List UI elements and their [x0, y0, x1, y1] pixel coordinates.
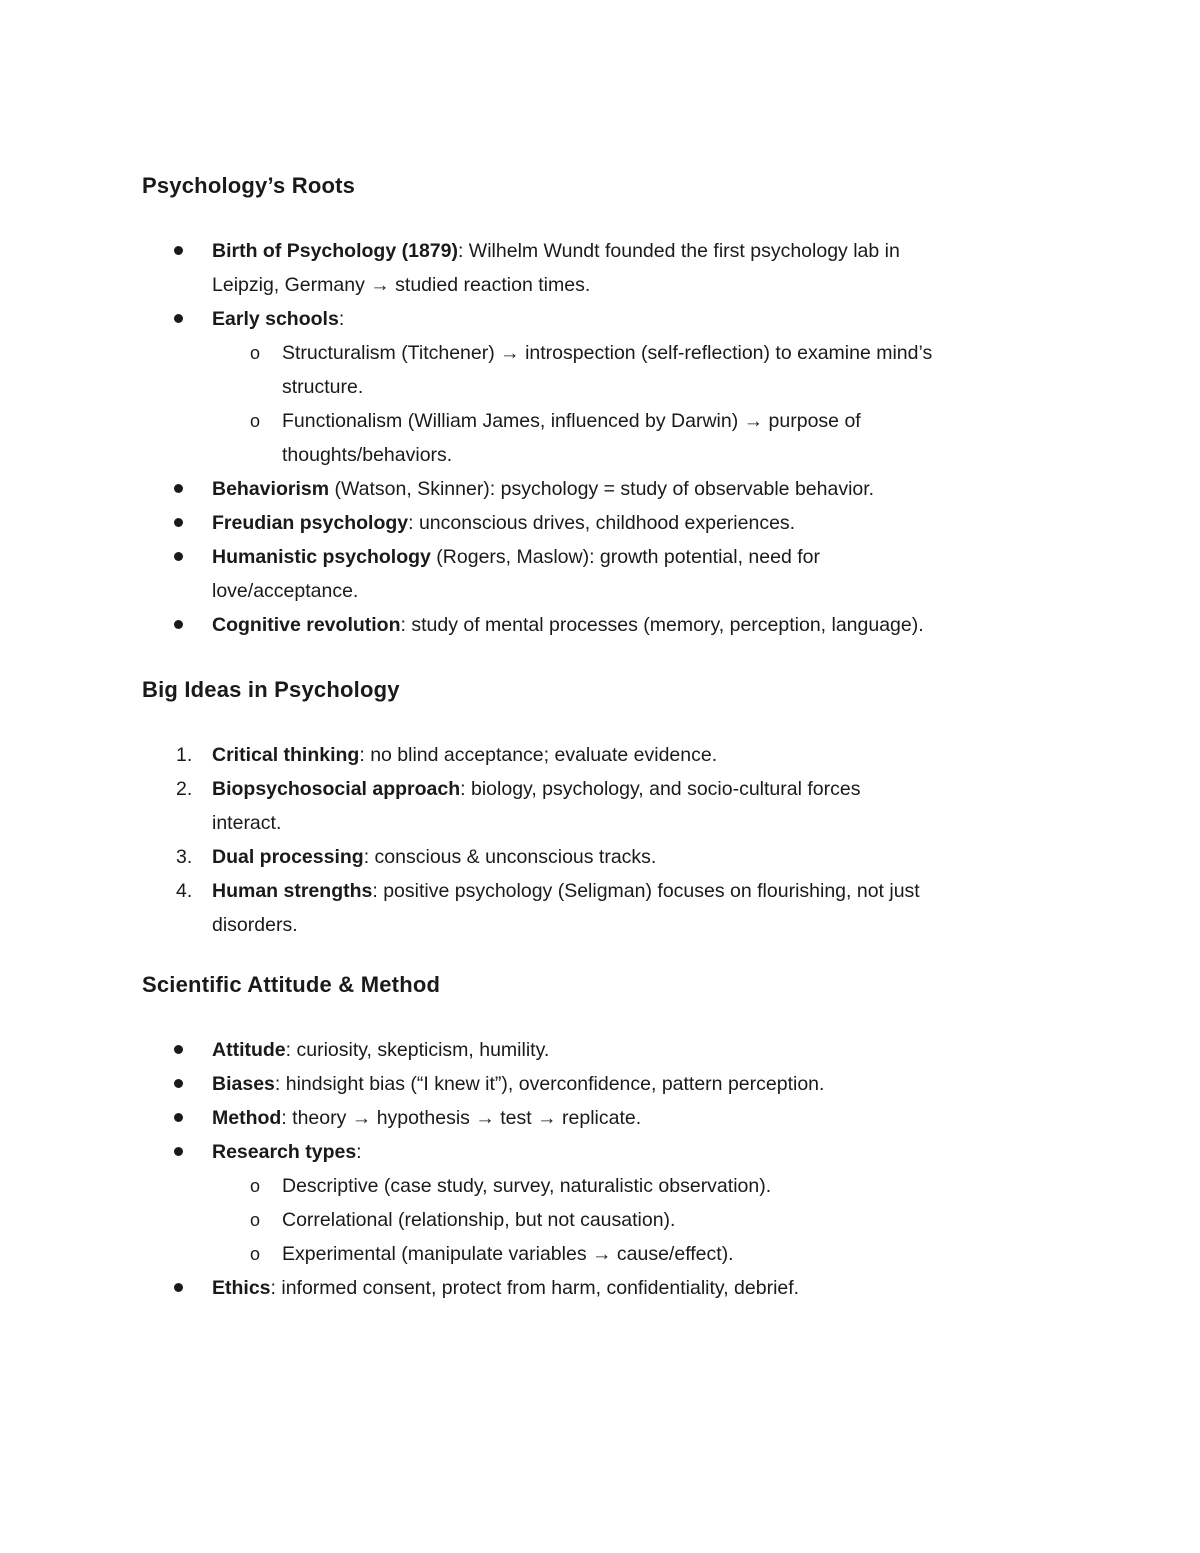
list-item: [142, 840, 1062, 874]
bullet-icon: [174, 1079, 183, 1088]
bullet-icon: [174, 246, 183, 255]
item-text: (Watson, Skinner): psychology = study of observable behavior.: [329, 478, 875, 500]
numbered-list: [142, 738, 1062, 942]
list-item: [142, 1067, 1062, 1101]
item-text-cont: Leipzig, Germany → studied reaction times.: [212, 274, 591, 296]
section-heading: Psychology’s Roots: [142, 173, 356, 198]
item-term: Biases: [212, 1073, 275, 1095]
item-text-cont: disorders.: [212, 914, 298, 936]
bullet-icon: [174, 1045, 183, 1054]
circle-bullet-icon: o: [250, 1210, 261, 1230]
bullet-icon: [174, 1113, 183, 1122]
item-text: :: [356, 1141, 362, 1163]
item-term: Human strengths: [212, 880, 373, 902]
item-term: Humanistic psychology: [212, 546, 431, 568]
sub-item-text-cont: thoughts/behaviors.: [282, 444, 453, 466]
bullet-icon: [174, 484, 183, 493]
sub-item-text: Structuralism (Titchener) → introspection (self-reflection) to examine mind’s: [282, 342, 933, 364]
item-term: Ethics: [212, 1277, 271, 1299]
item-text-cont: love/acceptance.: [212, 580, 359, 602]
section-heading: Big Ideas in Psychology: [142, 677, 400, 702]
item-term: Critical thinking: [212, 744, 360, 766]
sub-item-text: Experimental (manipulate variables → cause/effect).: [282, 1243, 734, 1265]
sub-list-item: [142, 1237, 1062, 1271]
section-psychology-roots: [142, 172, 1062, 642]
list-item: [142, 234, 1062, 302]
list-item: [142, 540, 1062, 608]
sub-item-text-cont: structure.: [282, 376, 364, 398]
item-text: : biology, psychology, and socio-cultural forces: [460, 778, 861, 800]
bullet-list: [142, 1033, 1062, 1305]
circle-bullet-icon: o: [250, 343, 261, 363]
item-text: : Wilhelm Wundt founded the first psychology lab in: [457, 240, 900, 262]
list-item: [142, 1271, 1062, 1305]
bullet-icon: [174, 518, 183, 527]
item-text: : hindsight bias (“I knew it”), overconfidence, pattern perception.: [274, 1073, 825, 1095]
bullet-icon: [174, 552, 183, 561]
item-text: : theory → hypothesis → test → replicate.: [281, 1107, 642, 1129]
circle-bullet-icon: o: [250, 1244, 261, 1264]
list-item: [142, 738, 1062, 772]
item-term: Biopsychosocial approach: [212, 778, 461, 800]
list-item: [142, 608, 1062, 642]
sub-item-text: Descriptive (case study, survey, naturalistic observation).: [282, 1175, 772, 1197]
section-heading: Scientific Attitude & Method: [142, 972, 441, 997]
list-item: [142, 1135, 1062, 1169]
sub-item-text: Functionalism (William James, influenced by Darwin) → purpose of: [282, 410, 861, 432]
item-text: : positive psychology (Seligman) focuses on flourishing, not just: [372, 880, 920, 902]
section-big-ideas: [142, 676, 1062, 942]
circle-bullet-icon: o: [250, 1176, 261, 1196]
list-item: [142, 1033, 1062, 1067]
list-item: [142, 874, 1062, 942]
bullet-icon: [174, 1147, 183, 1156]
bullet-list: [142, 234, 1062, 642]
list-item: [142, 1101, 1062, 1135]
bullet-icon: [174, 1283, 183, 1292]
list-item: [142, 772, 1062, 840]
sub-list-item: [142, 336, 1062, 404]
sub-list-item: [142, 1169, 1062, 1203]
item-text: : no blind acceptance; evaluate evidence.: [359, 744, 718, 766]
item-text: : curiosity, skepticism, humility.: [285, 1039, 550, 1061]
item-term: Freudian psychology: [212, 512, 409, 534]
list-item: [142, 472, 1062, 506]
bullet-icon: [174, 620, 183, 629]
sub-list-item: [142, 404, 1062, 472]
item-text: : study of mental processes (memory, perception, language).: [400, 614, 924, 636]
list-item: [142, 506, 1062, 540]
item-term: Early schools: [212, 308, 339, 330]
item-text: : unconscious drives, childhood experiences.: [408, 512, 796, 534]
circle-bullet-icon: o: [250, 411, 261, 431]
item-term: Birth of Psychology (1879): [212, 240, 458, 262]
bullet-icon: [174, 314, 183, 323]
item-number: 4.: [176, 880, 193, 902]
item-text: (Rogers, Maslow): growth potential, need for: [430, 546, 820, 568]
list-item: [142, 302, 1062, 336]
item-number: 2.: [176, 778, 193, 800]
item-term: Research types: [212, 1141, 357, 1163]
item-text: : informed consent, protect from harm, confidentiality, debrief.: [270, 1277, 800, 1299]
item-term: Dual processing: [212, 846, 364, 868]
item-text: :: [338, 308, 345, 330]
sub-list-item: [142, 1203, 1062, 1237]
item-term: Behaviorism: [212, 478, 330, 500]
item-text-cont: interact.: [212, 812, 282, 834]
item-number: 1.: [176, 744, 193, 766]
item-term: Cognitive revolution: [212, 614, 401, 636]
item-number: 3.: [176, 846, 193, 868]
item-term: Method: [212, 1107, 282, 1129]
item-term: Attitude: [212, 1039, 286, 1061]
sub-item-text: Correlational (relationship, but not causation).: [282, 1209, 676, 1231]
item-text: : conscious & unconscious tracks.: [363, 846, 657, 868]
section-scientific-attitude: [142, 971, 1062, 1305]
